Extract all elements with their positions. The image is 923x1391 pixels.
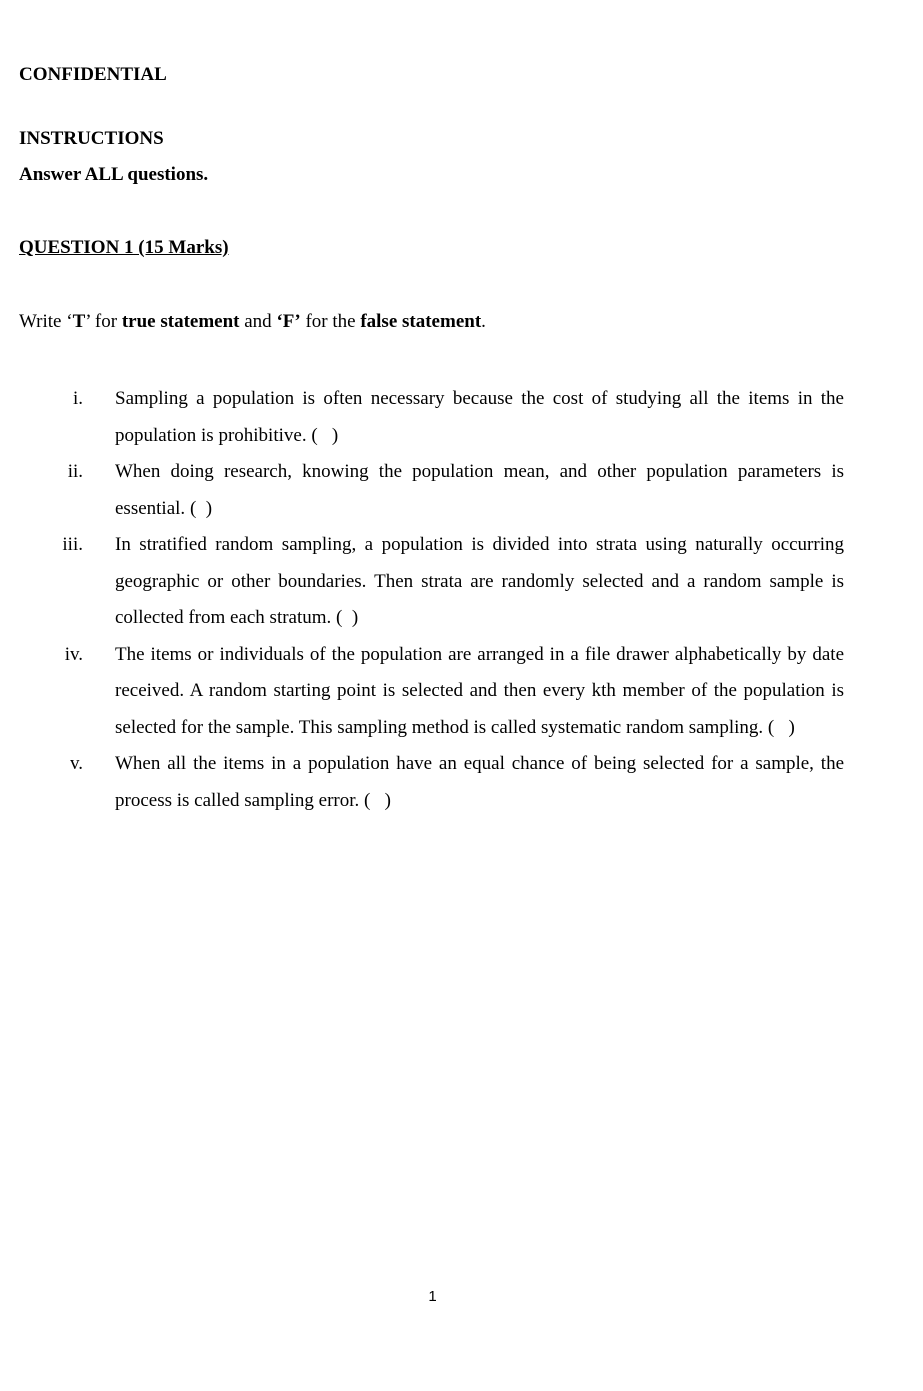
instruction-false-letter: ‘F’: [276, 311, 301, 332]
question-item: [0, 381, 923, 454]
question-text: [115, 527, 844, 637]
question-number: i.: [72, 388, 83, 409]
answer-bracket[interactable]: ( ): [189, 497, 213, 519]
confidential-label: CONFIDENTIAL: [19, 64, 167, 85]
instruction-part: ’ for: [85, 311, 122, 332]
answer-bracket[interactable]: ( ): [767, 716, 795, 738]
question-item: [0, 527, 923, 637]
question-item: [0, 454, 923, 527]
instruction-false-statement: false statement: [360, 311, 482, 332]
question-statement: Sampling a population is often necessary because the cost of studying all the items in the population is prohibitive.: [115, 388, 844, 446]
instruction-part: for the: [300, 311, 361, 332]
question-text: [115, 746, 844, 819]
instruction-part: Write ‘: [19, 311, 73, 332]
question-number: iii.: [62, 534, 83, 555]
question-number: iv.: [64, 643, 83, 665]
page-number: 1: [428, 1288, 437, 1305]
answer-bracket[interactable]: ( ): [336, 607, 359, 628]
question-text: [115, 637, 844, 747]
instruction-part: and: [239, 311, 277, 332]
question-text: [115, 381, 844, 454]
instructions-title: INSTRUCTIONS: [19, 128, 164, 149]
question-1-instruction: [19, 310, 486, 334]
question-statement: The items or individuals of the population are arranged in a file drawer alphabetically by date received. A random starting point is selected and then every kth member of the population is selected for the sample. This sampling method is called systematic random sampling.: [115, 643, 844, 738]
question-list: [0, 381, 923, 819]
instructions-text: Answer ALL questions.: [19, 164, 209, 185]
question-statement: In stratified random sampling, a population is divided into strata using naturally occurring geographic or other boundaries. Then strata are randomly selected and a random sample is collected from each stratum.: [115, 534, 844, 628]
question-item: [0, 746, 923, 819]
question-text: [115, 454, 844, 527]
instruction-true-letter: T: [72, 311, 86, 332]
question-number: ii.: [67, 461, 83, 482]
question-item: [0, 637, 923, 747]
question-statement: When all the items in a population have an equal chance of being selected for a sample, the process is called sampling error.: [115, 753, 844, 811]
question-statement: When doing research, knowing the population mean, and other population parameters is essential.: [115, 461, 844, 519]
answer-bracket[interactable]: ( ): [364, 789, 391, 811]
question-1-heading: QUESTION 1 (15 Marks): [19, 237, 229, 258]
answer-bracket[interactable]: ( ): [311, 424, 339, 446]
instruction-part: .: [481, 311, 486, 332]
question-number: v.: [69, 753, 83, 774]
instruction-true-statement: true statement: [121, 311, 240, 332]
